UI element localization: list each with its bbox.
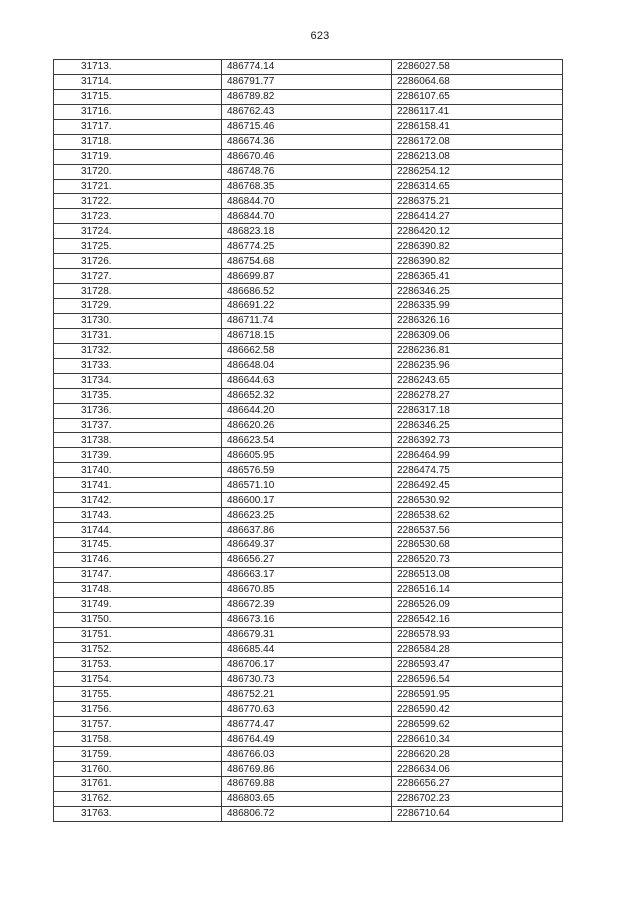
table-row: [54, 418, 563, 433]
x-coordinate-cell: 486752.21: [222, 687, 392, 702]
x-coordinate-cell: 486670.46: [222, 149, 392, 164]
table-row: [54, 687, 563, 702]
y-coordinate-cell: 2286278.27: [392, 388, 563, 403]
x-coordinate-cell: 486637.86: [222, 523, 392, 538]
y-coordinate-cell: 2286365.41: [392, 269, 563, 284]
table-row: [54, 149, 563, 164]
x-coordinate-cell: 486623.54: [222, 433, 392, 448]
x-coordinate-cell: 486770.63: [222, 702, 392, 717]
x-coordinate-cell: 486576.59: [222, 463, 392, 478]
table-row: [54, 313, 563, 328]
y-coordinate-cell: 2286610.34: [392, 732, 563, 747]
point-number-cell: 31757.: [54, 717, 222, 732]
coordinates-table: [53, 59, 563, 822]
x-coordinate-cell: 486791.77: [222, 74, 392, 89]
y-coordinate-cell: 2286537.56: [392, 523, 563, 538]
table-row: [54, 164, 563, 179]
point-number-cell: 31729.: [54, 299, 222, 314]
point-number-cell: 31751.: [54, 627, 222, 642]
point-number-cell: 31727.: [54, 269, 222, 284]
x-coordinate-cell: 486699.87: [222, 269, 392, 284]
table-row: [54, 762, 563, 777]
table-row: [54, 254, 563, 269]
x-coordinate-cell: 486663.17: [222, 567, 392, 582]
y-coordinate-cell: 2286474.75: [392, 463, 563, 478]
y-coordinate-cell: 2286390.82: [392, 239, 563, 254]
point-number-cell: 31730.: [54, 313, 222, 328]
y-coordinate-cell: 2286158.41: [392, 119, 563, 134]
x-coordinate-cell: 486605.95: [222, 448, 392, 463]
point-number-cell: 31716.: [54, 104, 222, 119]
table-row: [54, 627, 563, 642]
point-number-cell: 31735.: [54, 388, 222, 403]
coordinates-table-body: [54, 60, 563, 822]
point-number-cell: 31743.: [54, 508, 222, 523]
table-row: [54, 284, 563, 299]
x-coordinate-cell: 486774.25: [222, 239, 392, 254]
table-row: [54, 209, 563, 224]
x-coordinate-cell: 486685.44: [222, 642, 392, 657]
y-coordinate-cell: 2286420.12: [392, 224, 563, 239]
y-coordinate-cell: 2286107.65: [392, 89, 563, 104]
point-number-cell: 31761.: [54, 777, 222, 792]
x-coordinate-cell: 486706.17: [222, 657, 392, 672]
x-coordinate-cell: 486730.73: [222, 672, 392, 687]
table-row: [54, 493, 563, 508]
y-coordinate-cell: 2286526.09: [392, 597, 563, 612]
point-number-cell: 31714.: [54, 74, 222, 89]
y-coordinate-cell: 2286064.68: [392, 74, 563, 89]
point-number-cell: 31741.: [54, 478, 222, 493]
point-number-cell: 31740.: [54, 463, 222, 478]
x-coordinate-cell: 486656.27: [222, 552, 392, 567]
x-coordinate-cell: 486754.68: [222, 254, 392, 269]
table-row: [54, 582, 563, 597]
point-number-cell: 31760.: [54, 762, 222, 777]
y-coordinate-cell: 2286464.99: [392, 448, 563, 463]
point-number-cell: 31747.: [54, 567, 222, 582]
x-coordinate-cell: 486774.47: [222, 717, 392, 732]
table-row: [54, 597, 563, 612]
x-coordinate-cell: 486652.32: [222, 388, 392, 403]
x-coordinate-cell: 486762.43: [222, 104, 392, 119]
table-row: [54, 552, 563, 567]
page-number: 623: [310, 30, 330, 42]
x-coordinate-cell: 486803.65: [222, 791, 392, 806]
table-row: [54, 373, 563, 388]
x-coordinate-cell: 486766.03: [222, 747, 392, 762]
table-row: [54, 538, 563, 553]
table-row: [54, 239, 563, 254]
point-number-cell: 31745.: [54, 538, 222, 553]
table-row: [54, 463, 563, 478]
y-coordinate-cell: 2286538.62: [392, 508, 563, 523]
point-number-cell: 31763.: [54, 806, 222, 821]
point-number-cell: 31722.: [54, 194, 222, 209]
x-coordinate-cell: 486571.10: [222, 478, 392, 493]
x-coordinate-cell: 486672.39: [222, 597, 392, 612]
x-coordinate-cell: 486806.72: [222, 806, 392, 821]
table-row: [54, 777, 563, 792]
point-number-cell: 31731.: [54, 328, 222, 343]
y-coordinate-cell: 2286235.96: [392, 358, 563, 373]
table-row: [54, 448, 563, 463]
y-coordinate-cell: 2286590.42: [392, 702, 563, 717]
x-coordinate-cell: 486789.82: [222, 89, 392, 104]
x-coordinate-cell: 486769.88: [222, 777, 392, 792]
x-coordinate-cell: 486691.22: [222, 299, 392, 314]
table-row: [54, 732, 563, 747]
table-row: [54, 702, 563, 717]
x-coordinate-cell: 486623.25: [222, 508, 392, 523]
y-coordinate-cell: 2286317.18: [392, 403, 563, 418]
y-coordinate-cell: 2286375.21: [392, 194, 563, 209]
point-number-cell: 31718.: [54, 134, 222, 149]
y-coordinate-cell: 2286596.54: [392, 672, 563, 687]
y-coordinate-cell: 2286620.28: [392, 747, 563, 762]
point-number-cell: 31742.: [54, 493, 222, 508]
table-row: [54, 508, 563, 523]
y-coordinate-cell: 2286172.08: [392, 134, 563, 149]
point-number-cell: 31759.: [54, 747, 222, 762]
table-row: [54, 642, 563, 657]
point-number-cell: 31717.: [54, 119, 222, 134]
table-row: [54, 224, 563, 239]
point-number-cell: 31721.: [54, 179, 222, 194]
y-coordinate-cell: 2286584.28: [392, 642, 563, 657]
x-coordinate-cell: 486620.26: [222, 418, 392, 433]
point-number-cell: 31724.: [54, 224, 222, 239]
y-coordinate-cell: 2286117.41: [392, 104, 563, 119]
x-coordinate-cell: 486644.63: [222, 373, 392, 388]
x-coordinate-cell: 486673.16: [222, 612, 392, 627]
y-coordinate-cell: 2286492.45: [392, 478, 563, 493]
point-number-cell: 31725.: [54, 239, 222, 254]
point-number-cell: 31750.: [54, 612, 222, 627]
y-coordinate-cell: 2286513.08: [392, 567, 563, 582]
point-number-cell: 31737.: [54, 418, 222, 433]
point-number-cell: 31713.: [54, 60, 222, 75]
point-number-cell: 31752.: [54, 642, 222, 657]
point-number-cell: 31749.: [54, 597, 222, 612]
x-coordinate-cell: 486823.18: [222, 224, 392, 239]
y-coordinate-cell: 2286516.14: [392, 582, 563, 597]
table-row: [54, 747, 563, 762]
y-coordinate-cell: 2286027.58: [392, 60, 563, 75]
x-coordinate-cell: 486718.15: [222, 328, 392, 343]
table-row: [54, 60, 563, 75]
x-coordinate-cell: 486768.35: [222, 179, 392, 194]
y-coordinate-cell: 2286542.16: [392, 612, 563, 627]
point-number-cell: 31720.: [54, 164, 222, 179]
x-coordinate-cell: 486715.46: [222, 119, 392, 134]
point-number-cell: 31719.: [54, 149, 222, 164]
table-row: [54, 74, 563, 89]
point-number-cell: 31726.: [54, 254, 222, 269]
point-number-cell: 31748.: [54, 582, 222, 597]
point-number-cell: 31755.: [54, 687, 222, 702]
point-number-cell: 31728.: [54, 284, 222, 299]
y-coordinate-cell: 2286710.64: [392, 806, 563, 821]
y-coordinate-cell: 2286309.06: [392, 328, 563, 343]
point-number-cell: 31733.: [54, 358, 222, 373]
point-number-cell: 31734.: [54, 373, 222, 388]
y-coordinate-cell: 2286593.47: [392, 657, 563, 672]
table-row: [54, 806, 563, 821]
table-row: [54, 119, 563, 134]
y-coordinate-cell: 2286326.16: [392, 313, 563, 328]
table-row: [54, 134, 563, 149]
table-row: [54, 478, 563, 493]
y-coordinate-cell: 2286254.12: [392, 164, 563, 179]
table-row: [54, 328, 563, 343]
table-row: [54, 104, 563, 119]
x-coordinate-cell: 486686.52: [222, 284, 392, 299]
x-coordinate-cell: 486764.49: [222, 732, 392, 747]
y-coordinate-cell: 2286236.81: [392, 343, 563, 358]
y-coordinate-cell: 2286530.92: [392, 493, 563, 508]
y-coordinate-cell: 2286599.62: [392, 717, 563, 732]
x-coordinate-cell: 486844.70: [222, 194, 392, 209]
point-number-cell: 31753.: [54, 657, 222, 672]
table-row: [54, 299, 563, 314]
y-coordinate-cell: 2286392.73: [392, 433, 563, 448]
x-coordinate-cell: 486662.58: [222, 343, 392, 358]
table-row: [54, 612, 563, 627]
x-coordinate-cell: 486674.36: [222, 134, 392, 149]
point-number-cell: 31754.: [54, 672, 222, 687]
y-coordinate-cell: 2286390.82: [392, 254, 563, 269]
table-row: [54, 194, 563, 209]
table-row: [54, 433, 563, 448]
table-row: [54, 567, 563, 582]
point-number-cell: 31762.: [54, 791, 222, 806]
table-row: [54, 403, 563, 418]
x-coordinate-cell: 486600.17: [222, 493, 392, 508]
x-coordinate-cell: 486648.04: [222, 358, 392, 373]
y-coordinate-cell: 2286702.23: [392, 791, 563, 806]
y-coordinate-cell: 2286414.27: [392, 209, 563, 224]
x-coordinate-cell: 486679.31: [222, 627, 392, 642]
y-coordinate-cell: 2286213.08: [392, 149, 563, 164]
y-coordinate-cell: 2286591.95: [392, 687, 563, 702]
y-coordinate-cell: 2286314.65: [392, 179, 563, 194]
y-coordinate-cell: 2286634.06: [392, 762, 563, 777]
table-row: [54, 179, 563, 194]
x-coordinate-cell: 486670.85: [222, 582, 392, 597]
y-coordinate-cell: 2286243.65: [392, 373, 563, 388]
y-coordinate-cell: 2286520.73: [392, 552, 563, 567]
table-row: [54, 657, 563, 672]
y-coordinate-cell: 2286530.68: [392, 538, 563, 553]
table-row: [54, 388, 563, 403]
point-number-cell: 31738.: [54, 433, 222, 448]
point-number-cell: 31739.: [54, 448, 222, 463]
x-coordinate-cell: 486649.37: [222, 538, 392, 553]
table-row: [54, 791, 563, 806]
table-row: [54, 89, 563, 104]
y-coordinate-cell: 2286335.99: [392, 299, 563, 314]
table-row: [54, 523, 563, 538]
table-row: [54, 343, 563, 358]
point-number-cell: 31746.: [54, 552, 222, 567]
point-number-cell: 31744.: [54, 523, 222, 538]
table-row: [54, 672, 563, 687]
x-coordinate-cell: 486644.20: [222, 403, 392, 418]
y-coordinate-cell: 2286578.93: [392, 627, 563, 642]
x-coordinate-cell: 486844.70: [222, 209, 392, 224]
x-coordinate-cell: 486769.86: [222, 762, 392, 777]
point-number-cell: 31736.: [54, 403, 222, 418]
y-coordinate-cell: 2286346.25: [392, 418, 563, 433]
x-coordinate-cell: 486748.76: [222, 164, 392, 179]
table-row: [54, 358, 563, 373]
x-coordinate-cell: 486774.14: [222, 60, 392, 75]
y-coordinate-cell: 2286656.27: [392, 777, 563, 792]
table-row: [54, 717, 563, 732]
point-number-cell: 31723.: [54, 209, 222, 224]
point-number-cell: 31758.: [54, 732, 222, 747]
point-number-cell: 31756.: [54, 702, 222, 717]
point-number-cell: 31732.: [54, 343, 222, 358]
point-number-cell: 31715.: [54, 89, 222, 104]
y-coordinate-cell: 2286346.25: [392, 284, 563, 299]
table-row: [54, 269, 563, 284]
x-coordinate-cell: 486711.74: [222, 313, 392, 328]
